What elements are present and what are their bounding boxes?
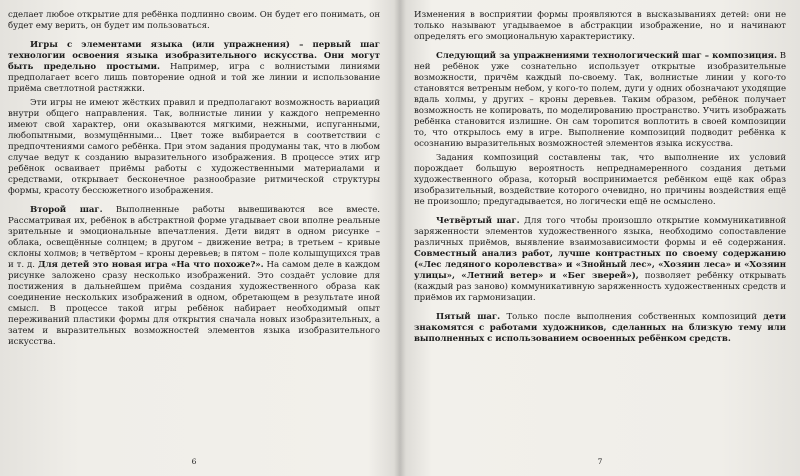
left-paragraph-4: Второй шаг. Выполненные работы вывешиваются все вместе. Рассматривая их, ребёнок в абстрактной форме угадывает свои вполне реальные зрительные и эмоциональные впечатления. Дети видят в одном рисунке – облака, освещённые солнцем; в другом – движение ветра; в третьем – кривые склоны холмов; в четвёртом – кроны деревьев; в пятом – поле колыщущихся трав и т. д. Для детей это новая игра «На что похоже?». На самом деле в каждом рисунке заложено сразу несколько изображений. Это создаёт условие для постижения в дальнейшем приёма создания художественного образа как соединение нескольких изображений в одном, обретающем в результате иной смысл. В процессе такой игры ребёнок набирает необходимый опыт переживаний пластики формы для открытия сначала новых изобразительных, а затем и выразительных возможностей элементов языка изобразительного искусства. xyxy=(8,205,380,347)
right-paragraph-1: Изменения в восприятии формы проявляются в высказываниях детей: они не только называют угадываемое в абстракции изображение, но и начинают определять его эмоциональную характеристику. xyxy=(414,10,786,42)
left-page xyxy=(8,10,380,466)
left-paragraph-1: сделает любое открытие для ребёнка подлинно своим. Он будет его понимать, он будет ему верить, он будет им пользоваться. xyxy=(8,10,380,31)
left-paragraph-2: Игры с элементами языка (или упражнения) – первый шаг технологии освоения языка изобразительного искусства. Они могут быть предельно простыми. Например, игра с волнистыми линиями предполагает всего лишь повторение одной и той же линии и использование приёма светлотной растяжки. xyxy=(8,40,380,94)
right-paragraph-3: Задания композиций составлены так, что выполнение их условий порождает большую вероятность непреднамеренного создания детьми художественного образа, который воспринимается ребёнком ещё как образ изобразительный, воздействие которого очевидно, но причины воздействия ещё не произошло; предугадывается, но логически ещё не осмыслено. xyxy=(414,153,786,207)
right-page xyxy=(414,10,786,466)
left-paragraph-3: Эти игры не имеют жёстких правил и предполагают возможность вариаций внутри общего направления. Так, волнистые линии у каждого непременно имеют свой характер, они оказываются мягкими, нежными, испуганными, любопытными, возмущёнными... Цвет тоже выбирается в соответствии с предпочтениями самого ребёнка. При этом задания продуманы так, что в любом случае ведут к созданию выразительного изображения. В процессе этих игр ребёнок осваивает приёмы работы с художественными материалами и средствами, открывает бесконечное разнообразие ритмической структуры формы, красоту бессюжетного изображения. xyxy=(8,98,380,196)
right-paragraph-2: Следующий за упражнениями технологический шаг – композиция. В ней ребёнок уже сознательно использует открытые изобразительные возможности, причём каждый по-своему. Так, волнистые линии у кого-то становятся ветреным небом, у кого-то полем, дуги у одних обозначают уходящие вдаль холмы, у других – кроны деревьев. Таким образом, ребёнок получает возможность не копировать, по моделированию пространство. Учить изображать ребёнка становится излишне. Он сам торопится воплотить в своей композиции то, что открылось ему в игре. Выполнение композиций подводит ребёнка к осознанию выразительных возможностей элементов языка искусства. xyxy=(414,51,786,149)
page-number-right: 7 xyxy=(597,457,603,466)
right-paragraph-4: Четвёртый шаг. Для того чтобы произошло открытие коммуникативной заряженности элементов художественного языка, необходимо сопоставление различных приёмов, выявление взаимозависимости формы и её содержания. Совместный анализ работ, лучше контрастных по своему содержанию («Лес ледяного королевства» и «Знойный лес», «Хозяин леса» и «Хозяин улицы», «Летний ветер» и «Бег зверей»), позволяет ребёнку открывать (каждый раз заново) коммуникативную заряженность художественных средств и приёмов их гармонизации. xyxy=(414,216,786,303)
page-number-left: 6 xyxy=(191,457,197,466)
right-paragraph-5: Пятый шаг. Только после выполнения собственных композиций дети знакомятся с работами художников, сделанных на близкую тему или выполненных с использованием освоенных ребёнком средств. xyxy=(414,312,786,344)
book-gutter xyxy=(394,0,406,476)
